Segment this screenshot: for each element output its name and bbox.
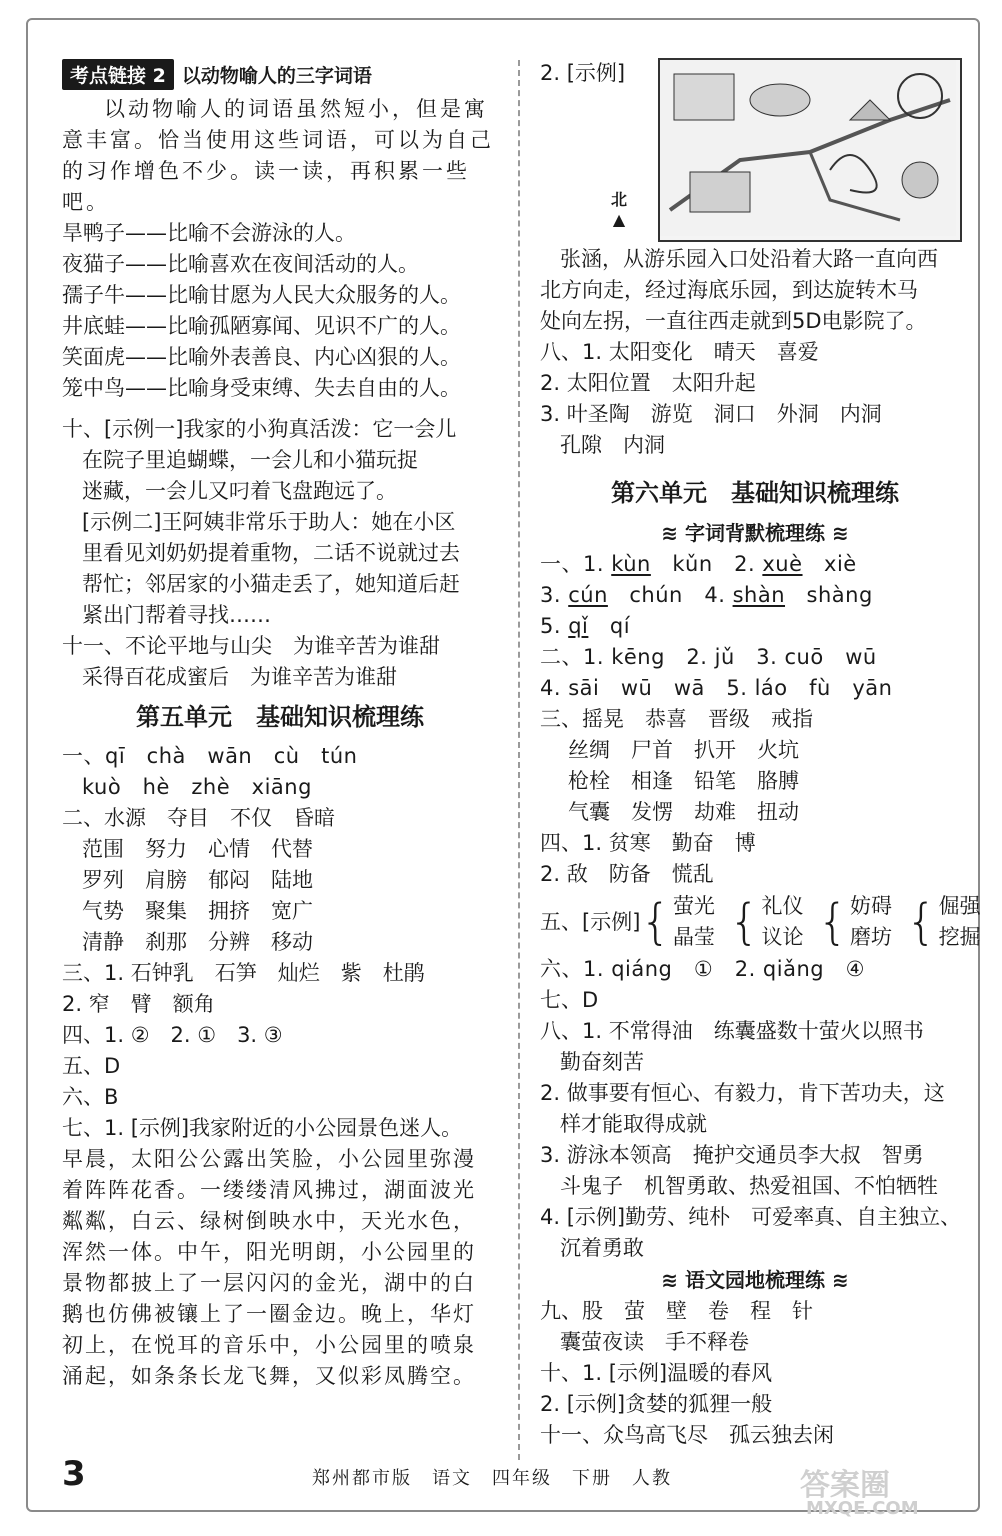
text-segment: kǔn 2. [650, 552, 763, 576]
answer-line: 清静 刹那 分辨 移动 [82, 930, 313, 954]
idiom-line: 笼中鸟——比喻身受束缚、失去自由的人。 [62, 376, 461, 400]
answer-line: 迷藏，一会儿又叼着飞盘跑远了。 [82, 479, 397, 503]
answer-line: 丝绸 尸首 扒开 火坑 [568, 738, 799, 762]
answer-line: kuò hè zhè xiāng [82, 775, 312, 799]
answer-line: 三、1. 石钟乳 石笋 灿烂 紫 杜鹃 [62, 961, 425, 985]
brace-icon: { [728, 894, 760, 950]
question-label: 五、[示例] [540, 909, 641, 934]
word-set [761, 891, 803, 953]
answer-line: 2. 太阳位置 太阳升起 [540, 371, 756, 395]
answer-line: 2. 敌 防备 慌乱 [540, 862, 714, 886]
word: 萤光 [672, 894, 715, 918]
map-section [540, 58, 970, 244]
answer-line: 六、B [62, 1085, 119, 1109]
answer-line: 4. sāi wū wā 5. láo fù yān [540, 676, 893, 700]
north-marker [604, 190, 634, 230]
north-arrow-icon: ▲ [612, 210, 626, 229]
word: 挖掘 [938, 925, 981, 949]
answer-line: 十、1. [示例]温暖的春风 [540, 1361, 773, 1385]
answer-line: 4. [示例]勤劳、纯朴 可爱率真、自主独立、 [540, 1205, 962, 1229]
answer-line-word-sets [540, 890, 981, 954]
answer-line: 3. 游泳本领高 掩护交通员李大叔 智勇 [540, 1143, 924, 1167]
underlined-answer: kùn [611, 552, 651, 576]
answer-line: 囊萤夜读 手不释卷 [560, 1330, 749, 1354]
underlined-answer: xuè [762, 552, 803, 576]
map-building-cinema [674, 74, 734, 120]
answer-line: 九、股 萤 壁 卷 程 针 [540, 1299, 813, 1323]
word: 倔强 [938, 894, 981, 918]
brace-icon: { [817, 894, 849, 950]
text-segment: chún 4. [607, 583, 733, 607]
word: 磨坊 [850, 925, 893, 949]
answer-line: 北方向走，经过海底乐园，到达旋转木马 [540, 278, 918, 302]
answer-line [540, 549, 970, 580]
answer-line: 在院子里追蝴蝶，一会儿和小猫玩捉 [82, 448, 418, 472]
section-subtitle: ≋ 字词背默梳理练 ≋ [661, 521, 849, 545]
answer-line: 沉着勇敢 [560, 1236, 644, 1260]
kaodian-header [62, 58, 498, 90]
word: 妨碍 [850, 894, 893, 918]
answer-line: 十、[示例一]我家的小狗真活泼：它一会儿 [62, 417, 457, 441]
page-number: 3 [62, 1454, 86, 1494]
answer-line: 里看见刘奶奶提着重物，二话不说就过去 [82, 541, 460, 565]
unit5-title: 第五单元 基础知识梳理练 [136, 703, 424, 731]
brace-icon: { [906, 894, 937, 950]
underlined-answer: qǐ [568, 614, 589, 638]
answer-line: 二、水源 夺目 不仅 昏暗 [62, 806, 335, 830]
word: 议论 [761, 925, 804, 949]
answer-line: 张涵，从游乐园入口处沿着大路一直向西 [560, 247, 938, 271]
map-ocean-park [750, 84, 810, 116]
kaodian-badge: 考点链接 2 [62, 59, 174, 90]
answer-line: 七、1. [示例]我家附近的小公园景色迷人。 [62, 1116, 463, 1140]
idiom-line: 孺子牛——比喻甘愿为人民大众服务的人。 [62, 283, 461, 307]
word: 礼仪 [761, 894, 804, 918]
north-label: 北 [610, 190, 627, 209]
left-column [62, 58, 498, 1392]
idiom-line: 井底蛙——比喻孤陋寡闻、见识不广的人。 [62, 314, 461, 338]
unit6-title: 第六单元 基础知识梳理练 [611, 479, 899, 507]
answer-line: 十一、不论平地与山尖 为谁辛苦为谁甜 [62, 634, 440, 658]
answer-line: 四、1. ② 2. ① 3. ③ [62, 1023, 283, 1047]
answer-line: 采得百花成蜜后 为谁辛苦为谁甜 [82, 665, 397, 689]
answer-line: 气囊 发愣 劫难 扭动 [568, 800, 799, 824]
answer-line: 3. 叶圣陶 游览 洞口 外洞 内洞 [540, 402, 882, 426]
answer-line: 帮忙；邻居家的小猫走丢了，她知道后赶 [82, 572, 460, 596]
answer-line: 气势 聚集 拥挤 宽广 [82, 899, 313, 923]
footer-edition: 郑州都市版 语文 四年级 下册 人教 [312, 1468, 672, 1489]
answer-line: 紧出门帮着寻找…… [82, 603, 271, 627]
answer-line: 2. 窄 臂 额角 [62, 992, 215, 1016]
text-segment: xiè [802, 552, 857, 576]
word-set [850, 891, 892, 953]
answer-line: 罗列 肩膀 郁闷 陆地 [82, 868, 313, 892]
answer-line: 七、D [540, 988, 599, 1012]
answer-line: 十一、众鸟高飞尽 孤云独去闲 [540, 1423, 834, 1447]
map-building-entrance [690, 172, 750, 212]
section-subtitle: ≋ 语文园地梳理练 ≋ [661, 1268, 849, 1292]
answer-line [540, 580, 970, 611]
answer-line: 五、D [62, 1054, 121, 1078]
text-segment: 5. [540, 614, 569, 638]
column-divider [518, 60, 520, 1460]
text-segment: 一、1. [540, 552, 612, 576]
answer-line: 二、1. kēng 2. jǔ 3. cuō wū [540, 645, 877, 669]
answer-line: 斗鬼子 机智勇敢、热爱祖国、不怕牺牲 [560, 1174, 938, 1198]
watermark-logo: 答案圈 [800, 1468, 890, 1503]
amusement-park-map [658, 58, 962, 242]
watermark-url: MXQE.COM [806, 1498, 919, 1519]
underlined-answer: shàn [732, 583, 786, 607]
answer-line: 八、1. 不常得油 练囊盛数十萤火以照书 [540, 1019, 924, 1043]
idiom-line: 旱鸭子——比喻不会游泳的人。 [62, 221, 356, 245]
word-set [673, 891, 715, 953]
intro-paragraph: 以动物喻人的词语虽然短小，但是寓意丰富。恰当使用这些词语，可以为自己的习作增色不少。读一读，再积累一些吧。 [62, 97, 494, 214]
word: 晶莹 [672, 925, 715, 949]
answer-line: 2. 做事要有恒心、有毅力，肯下苦功夫，这 [540, 1081, 945, 1105]
brace-icon: { [640, 894, 671, 950]
answer-line: 2. [示例]贪婪的狐狸一般 [540, 1392, 773, 1416]
answer-line: 枪栓 相逢 铅笔 胳膊 [568, 769, 799, 793]
map-carousel [902, 162, 938, 198]
answer-line: 处向左拐，一直往西走就到5D电影院了。 [540, 309, 927, 333]
underlined-answer: cún [568, 583, 608, 607]
answer-line: 孔隙 内洞 [560, 433, 665, 457]
answer-line [540, 611, 970, 642]
text-segment: 3. [540, 583, 569, 607]
answer-line: 勤奋刻苦 [560, 1050, 644, 1074]
answer-line: 八、1. 太阳变化 晴天 喜爱 [540, 340, 819, 364]
right-column [540, 58, 981, 1451]
word-set [939, 891, 981, 953]
kaodian-title: 以动物喻人的三字词语 [181, 64, 372, 87]
answer-line: 六、1. qiáng ① 2. qiǎng ④ [540, 957, 865, 981]
answer-line: [示例二]王阿姨非常乐于助人：她在小区 [82, 510, 456, 534]
answer-line: 四、1. 贫寒 勤奋 博 [540, 831, 756, 855]
answer-line: 样才能取得成就 [560, 1112, 707, 1136]
composition-paragraph: 早晨，太阳公公露出笑脸，小公园里弥漫着阵阵花香。一缕缕清风拂过，湖面波光粼粼，白云、绿树倒映水中，天光水色，浑然一体。中午，阳光明朗，小公园里的景物都披上了一层闪闪的金光，湖中的白鹅也仿佛被镶上了一圈金边。晚上，华灯初上，在悦耳的音乐中，小公园里的喷泉涌起，如条条长龙飞舞，又似彩凤腾空。 [62, 1147, 476, 1388]
idiom-line: 夜猫子——比喻喜欢在夜间活动的人。 [62, 252, 419, 276]
text-segment: shàng [785, 583, 873, 607]
map-question-label: 2. [示例] [540, 61, 626, 85]
map-drawing [660, 60, 956, 236]
text-segment: qí [588, 614, 631, 638]
answer-line: 一、qī chà wān cù tún [62, 744, 358, 768]
answer-line: 三、摇晃 恭喜 晋级 戒指 [540, 707, 813, 731]
answer-line: 范围 努力 心情 代替 [82, 837, 313, 861]
idiom-line: 笑面虎——比喻外表善良、内心凶狠的人。 [62, 345, 461, 369]
